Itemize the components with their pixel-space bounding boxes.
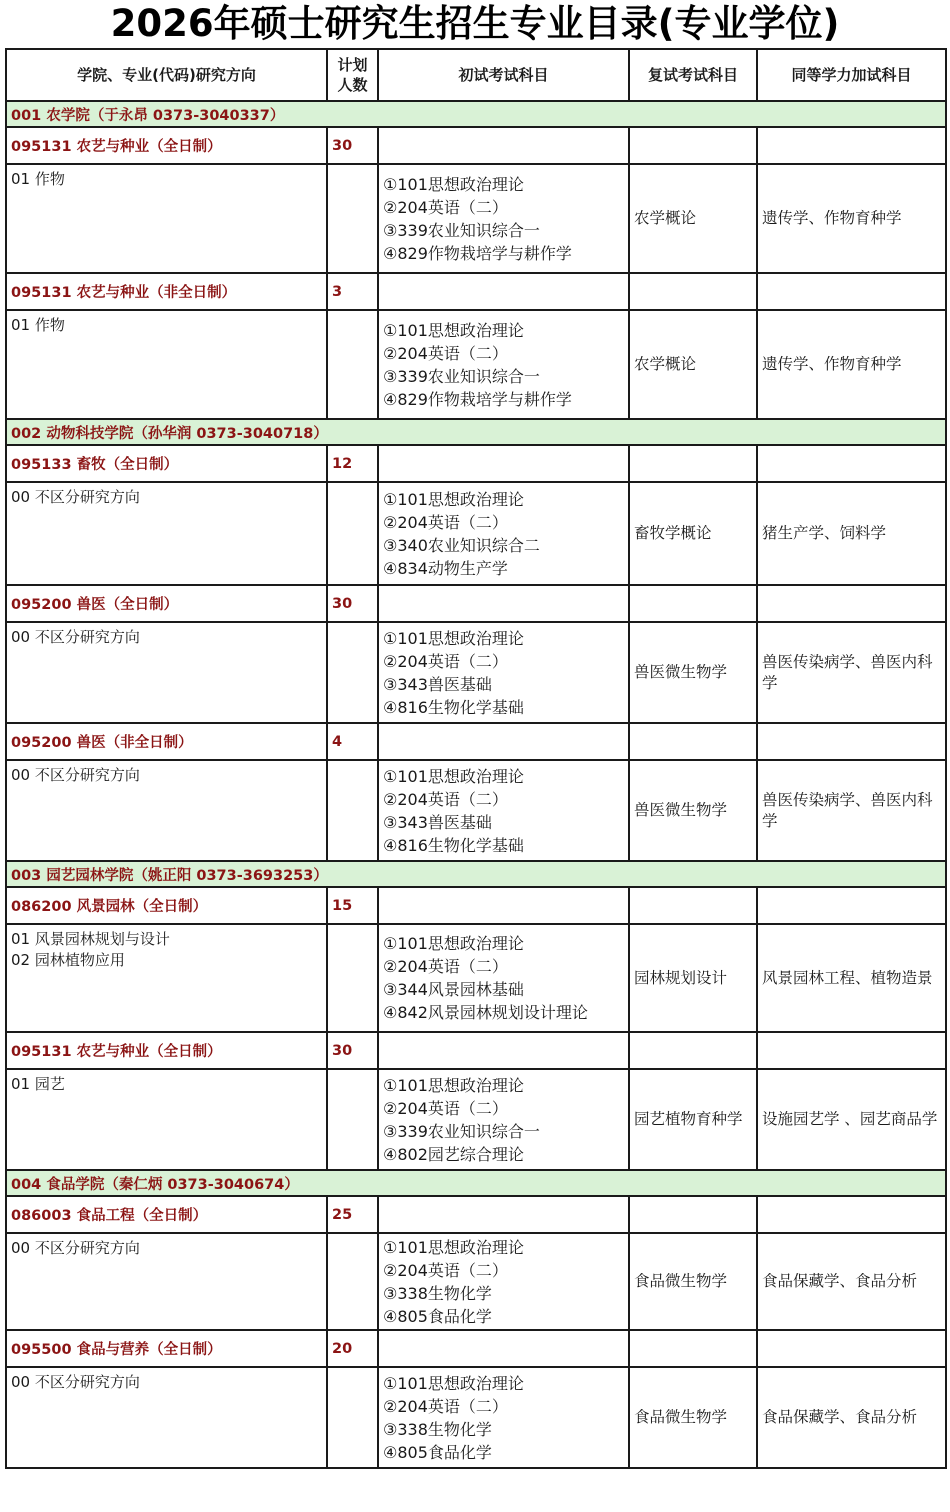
major-row	[6, 585, 946, 622]
research-directions	[6, 164, 327, 273]
exam-subject: ④805食品化学	[383, 1442, 492, 1462]
exam-subject: ②204英语（二）	[383, 789, 508, 809]
initial-exam-subjects	[378, 310, 629, 419]
research-directions	[6, 1233, 327, 1330]
exam-subject: ④829作物栽培学与耕作学	[383, 243, 572, 263]
empty-cell	[757, 273, 946, 310]
exam-subject: ①101思想政治理论	[383, 766, 524, 786]
direction-item: 00 不区分研究方向	[11, 1239, 140, 1257]
empty-cell	[378, 887, 629, 924]
header-direction: 学院、专业(代码)研究方向	[6, 49, 327, 101]
initial-exam-subjects	[378, 622, 629, 723]
major-row	[6, 1196, 946, 1233]
major-name: 095131 农艺与种业（全日制）	[6, 127, 327, 164]
exam-subject: ③340农业知识综合二	[383, 535, 540, 555]
empty-cell	[378, 1032, 629, 1069]
exam-subject: ①101思想政治理论	[383, 1075, 524, 1095]
major-quota: 12	[327, 445, 378, 482]
research-directions	[6, 1069, 327, 1170]
retest-subject: 园林规划设计	[629, 924, 757, 1032]
initial-exam-subjects	[378, 164, 629, 273]
additional-subjects: 兽医传染病学、兽医内科学	[757, 760, 946, 861]
quota-empty	[327, 310, 378, 419]
college-row	[6, 861, 946, 887]
major-quota: 3	[327, 273, 378, 310]
detail-row	[6, 622, 946, 723]
direction-item: 00 不区分研究方向	[11, 628, 140, 646]
direction-item: 01 风景园林规划与设计	[11, 930, 170, 948]
exam-subject: ④805食品化学	[383, 1306, 492, 1326]
empty-cell	[629, 887, 757, 924]
empty-cell	[757, 1330, 946, 1367]
detail-row	[6, 1367, 946, 1468]
college-name: 001 农学院（于永昂 0373-3040337）	[6, 101, 946, 127]
direction-item: 00 不区分研究方向	[11, 766, 140, 784]
major-row	[6, 445, 946, 482]
detail-row	[6, 310, 946, 419]
major-name: 095200 兽医（非全日制）	[6, 723, 327, 760]
empty-cell	[757, 585, 946, 622]
exam-subject: ③339农业知识综合一	[383, 1121, 540, 1141]
major-quota: 20	[327, 1330, 378, 1367]
initial-exam-subjects	[378, 924, 629, 1032]
header-retest: 复试考试科目	[629, 49, 757, 101]
major-name: 095200 兽医（全日制）	[6, 585, 327, 622]
detail-row	[6, 1069, 946, 1170]
additional-subjects: 设施园艺学 、园艺商品学	[757, 1069, 946, 1170]
direction-item: 01 园艺	[11, 1075, 65, 1093]
direction-item: 00 不区分研究方向	[11, 488, 140, 506]
detail-row	[6, 760, 946, 861]
major-quota: 25	[327, 1196, 378, 1233]
quota-empty	[327, 622, 378, 723]
exam-subject: ①101思想政治理论	[383, 628, 524, 648]
empty-cell	[629, 1330, 757, 1367]
exam-subject: ④802园艺综合理论	[383, 1144, 524, 1164]
exam-subject: ④816生物化学基础	[383, 835, 524, 855]
initial-exam-subjects	[378, 482, 629, 585]
additional-subjects: 食品保藏学、食品分析	[757, 1233, 946, 1330]
header-additional: 同等学力加试科目	[757, 49, 946, 101]
header-row	[6, 49, 946, 101]
direction-item: 02 园林植物应用	[11, 951, 125, 969]
detail-row	[6, 924, 946, 1032]
quota-empty	[327, 1367, 378, 1468]
major-name: 086200 风景园林（全日制）	[6, 887, 327, 924]
additional-subjects: 遗传学、作物育种学	[757, 164, 946, 273]
exam-subject: ②204英语（二）	[383, 1098, 508, 1118]
additional-subjects: 猪生产学、饲料学	[757, 482, 946, 585]
college-name: 004 食品学院（秦仁炳 0373-3040674）	[6, 1170, 946, 1196]
exam-subject: ①101思想政治理论	[383, 320, 524, 340]
empty-cell	[629, 445, 757, 482]
exam-subject: ③338生物化学	[383, 1419, 492, 1439]
quota-empty	[327, 760, 378, 861]
quota-empty	[327, 164, 378, 273]
empty-cell	[629, 1196, 757, 1233]
major-row	[6, 887, 946, 924]
additional-subjects: 兽医传染病学、兽医内科学	[757, 622, 946, 723]
exam-subject: ③339农业知识综合一	[383, 220, 540, 240]
quota-empty	[327, 924, 378, 1032]
detail-row	[6, 164, 946, 273]
direction-item: 00 不区分研究方向	[11, 1373, 140, 1391]
empty-cell	[629, 273, 757, 310]
initial-exam-subjects	[378, 1233, 629, 1330]
exam-subject: ②204英语（二）	[383, 512, 508, 532]
exam-subject: ②204英语（二）	[383, 1260, 508, 1280]
detail-row	[6, 482, 946, 585]
empty-cell	[378, 585, 629, 622]
empty-cell	[378, 1196, 629, 1233]
quota-empty	[327, 1069, 378, 1170]
empty-cell	[378, 273, 629, 310]
empty-cell	[378, 127, 629, 164]
empty-cell	[629, 585, 757, 622]
empty-cell	[757, 887, 946, 924]
exam-subject: ①101思想政治理论	[383, 1237, 524, 1257]
exam-subject: ③344风景园林基础	[383, 980, 524, 999]
retest-subject: 兽医微生物学	[629, 760, 757, 861]
college-row	[6, 1170, 946, 1196]
major-row	[6, 1032, 946, 1069]
header-quota-line: 人数	[337, 76, 368, 94]
retest-subject: 农学概论	[629, 310, 757, 419]
major-quota: 30	[327, 127, 378, 164]
college-row	[6, 419, 946, 445]
empty-cell	[757, 445, 946, 482]
exam-subject: ①101思想政治理论	[383, 934, 524, 953]
major-quota: 15	[327, 887, 378, 924]
major-row	[6, 273, 946, 310]
exam-subject: ①101思想政治理论	[383, 1373, 524, 1393]
retest-subject: 食品微生物学	[629, 1367, 757, 1468]
major-row	[6, 723, 946, 760]
exam-subject: ③339农业知识综合一	[383, 366, 540, 386]
header-quota-line: 计划	[337, 56, 368, 74]
exam-subject: ②204英语（二）	[383, 197, 508, 217]
additional-subjects: 遗传学、作物育种学	[757, 310, 946, 419]
empty-cell	[378, 445, 629, 482]
exam-subject: ①101思想政治理论	[383, 489, 524, 509]
exam-subject: ②204英语（二）	[383, 957, 508, 976]
major-quota: 4	[327, 723, 378, 760]
retest-subject: 畜牧学概论	[629, 482, 757, 585]
exam-subject: ②204英语（二）	[383, 1396, 508, 1416]
major-name: 095500 食品与营养（全日制）	[6, 1330, 327, 1367]
empty-cell	[629, 127, 757, 164]
exam-subject: ④842风景园林规划设计理论	[383, 1003, 588, 1022]
retest-subject: 兽医微生物学	[629, 622, 757, 723]
research-directions	[6, 622, 327, 723]
empty-cell	[378, 1330, 629, 1367]
quota-empty	[327, 1233, 378, 1330]
initial-exam-subjects	[378, 1069, 629, 1170]
exam-subject: ①101思想政治理论	[383, 174, 524, 194]
major-name: 095131 农艺与种业（全日制）	[6, 1032, 327, 1069]
direction-item: 01 作物	[11, 170, 65, 188]
catalog-table	[5, 48, 947, 1469]
major-quota: 30	[327, 585, 378, 622]
major-row	[6, 127, 946, 164]
additional-subjects: 风景园林工程、植物造景	[757, 924, 946, 1032]
empty-cell	[757, 1032, 946, 1069]
exam-subject: ③343兽医基础	[383, 812, 492, 832]
research-directions	[6, 760, 327, 861]
retest-subject: 农学概论	[629, 164, 757, 273]
major-name: 095133 畜牧（全日制）	[6, 445, 327, 482]
major-quota: 30	[327, 1032, 378, 1069]
empty-cell	[629, 1032, 757, 1069]
initial-exam-subjects	[378, 760, 629, 861]
header-initial-exam: 初试考试科目	[378, 49, 629, 101]
exam-subject: ②204英语（二）	[383, 651, 508, 671]
exam-subject: ④834动物生产学	[383, 558, 508, 578]
detail-row	[6, 1233, 946, 1330]
empty-cell	[629, 723, 757, 760]
initial-exam-subjects	[378, 1367, 629, 1468]
retest-subject: 园艺植物育种学	[629, 1069, 757, 1170]
exam-subject: ④829作物栽培学与耕作学	[383, 389, 572, 409]
empty-cell	[757, 127, 946, 164]
retest-subject: 食品微生物学	[629, 1233, 757, 1330]
exam-subject: ③343兽医基础	[383, 674, 492, 694]
exam-subject: ④816生物化学基础	[383, 697, 524, 717]
page-title: 2026年硕士研究生招生专业目录(专业学位)	[110, 2, 840, 45]
exam-subject: ③338生物化学	[383, 1283, 492, 1303]
research-directions	[6, 924, 327, 1032]
major-name: 086003 食品工程（全日制）	[6, 1196, 327, 1233]
research-directions	[6, 1367, 327, 1468]
major-row	[6, 1330, 946, 1367]
additional-subjects: 食品保藏学、食品分析	[757, 1367, 946, 1468]
major-name: 095131 农艺与种业（非全日制）	[6, 273, 327, 310]
quota-empty	[327, 482, 378, 585]
empty-cell	[757, 1196, 946, 1233]
college-name: 002 动物科技学院（孙华润 0373-3040718）	[6, 419, 946, 445]
header-quota	[327, 49, 378, 101]
exam-subject: ②204英语（二）	[383, 343, 508, 363]
college-name: 003 园艺园林学院（姚正阳 0373-3693253）	[6, 861, 946, 887]
college-row	[6, 101, 946, 127]
direction-item: 01 作物	[11, 316, 65, 334]
research-directions	[6, 310, 327, 419]
empty-cell	[378, 723, 629, 760]
research-directions	[6, 482, 327, 585]
empty-cell	[757, 723, 946, 760]
